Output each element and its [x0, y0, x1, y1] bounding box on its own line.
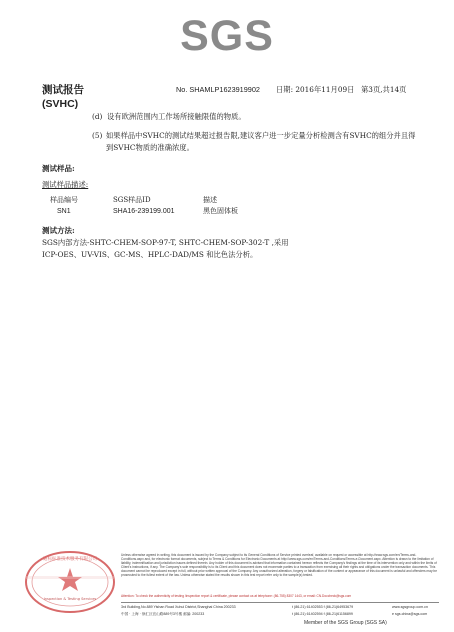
sample-heading: 测试样品:	[42, 164, 75, 173]
sgs-logo-text: SGS	[180, 12, 274, 60]
footer-email: e sgs.china@sgs.com	[392, 612, 428, 616]
footer-tel-1: t (86-21) 61402553 f (86-21)64953679	[292, 605, 354, 609]
method-line1: SGS内部方法-SHTC-CHEM-SOP-97-T, SHTC-CHEM-SOP-302-T ,采用	[42, 238, 289, 247]
seal-icon	[22, 548, 118, 616]
col-sgs-id: SGS样品ID	[113, 196, 151, 204]
col-description: 描述	[203, 196, 217, 204]
sample-subheading: 测试样品描述:	[42, 180, 89, 189]
sgs-logo	[0, 12, 454, 61]
sample-table-header	[50, 195, 238, 206]
svg-text:Inspection & Testing Services: Inspection & Testing Services	[43, 597, 97, 601]
sample-no-cell: SN1	[57, 207, 71, 215]
footer-website: www.sgsgroup.com.cn	[392, 605, 428, 609]
note-d-label: (d)	[92, 112, 103, 121]
svg-text:通标标准技术服务有限公司: 通标标准技术服务有限公司	[43, 557, 97, 562]
note-5-line1: 如果样品中SVHC的测试结果超过报告限,建议客户进一步定量分析检测含有SVHC的组分并且得	[106, 131, 416, 140]
table-row	[50, 206, 238, 217]
footer-address-cn: 中国 · 上海 · 徐汇区宜山路889号3号楼 邮编: 200233	[121, 612, 205, 616]
footer-disclaimer: Unless otherwise agreed in writing, this document is issued by the Company subject to its General Conditions of Service printed overleaf, available on request or accessible at http://www.sgs.com/en/Terms-and-Conditions.aspx and, for electronic format documents, subject to Terms & Conditions for Electronic Documents at http://www.sgs.com/en/Terms-and-Conditions/Terms-e-Document.aspx. Attention is drawn to the limitation of liability, indemnification and jurisdiction issues defined therein. Any holder of this document is advised that information contained hereon reflects the Company's findings at the time of its intervention only and within the limits of Client's instructions, if any. The Company's sole responsibility is to its Client and this document does not exonerate parties to a transaction from exercising all their rights and obligations under the transaction documents. This document cannot be reproduced except in full, without prior written approval of the Company. Any unauthorized alteration, forgery or falsification of the content or appearance of this document is unlawful and offenders may be prosecuted to the fullest extent of the law. Unless otherwise stated the results shown in this test report refer only to the sample(s) tested.	[121, 553, 437, 578]
footer-tel-2: t (86-21) 61402594 f (86-21)61156899	[292, 612, 353, 616]
page-number: 第3页,共14页	[361, 85, 407, 94]
note-5-line2: 到SVHC物质的准确浓度。	[106, 143, 194, 152]
method-line2: ICP-OES、UV-VIS、GC-MS、HPLC-DAD/MS 和比色法分析。	[42, 250, 258, 259]
report-date: 日期: 2016年11月09日	[276, 85, 355, 94]
member-line: Member of the SGS Group (SGS SA)	[304, 620, 387, 626]
report-number: No. SHAMLP1623919902	[176, 85, 260, 94]
report-title: 测试报告	[42, 84, 84, 96]
footer-divider	[121, 602, 439, 603]
method-heading: 测试方法:	[42, 226, 75, 235]
sample-desc-cell: 黑色固体板	[203, 207, 238, 215]
sample-table	[50, 195, 238, 217]
col-sample-no: 样品编号	[50, 196, 78, 204]
sample-id-cell: SHA16-239199.001	[113, 207, 175, 215]
footer-address-en: 3rd Building,No.889 Yishan Road Xuhui District,Shanghai China 200233	[121, 605, 236, 609]
company-seal	[22, 548, 118, 616]
footer-attention: Attention: To check the authenticity of testing /inspection report & certificate, please contact us at telephone: (86-755) 8307 1443, or email: CN.Doccheck@sgs.com	[121, 594, 352, 598]
note-d-text: 设有欧洲范围内工作场所接触限值的物质。	[107, 112, 246, 121]
report-subtitle: (SVHC)	[42, 98, 79, 110]
note-5-label: (5)	[92, 131, 103, 140]
